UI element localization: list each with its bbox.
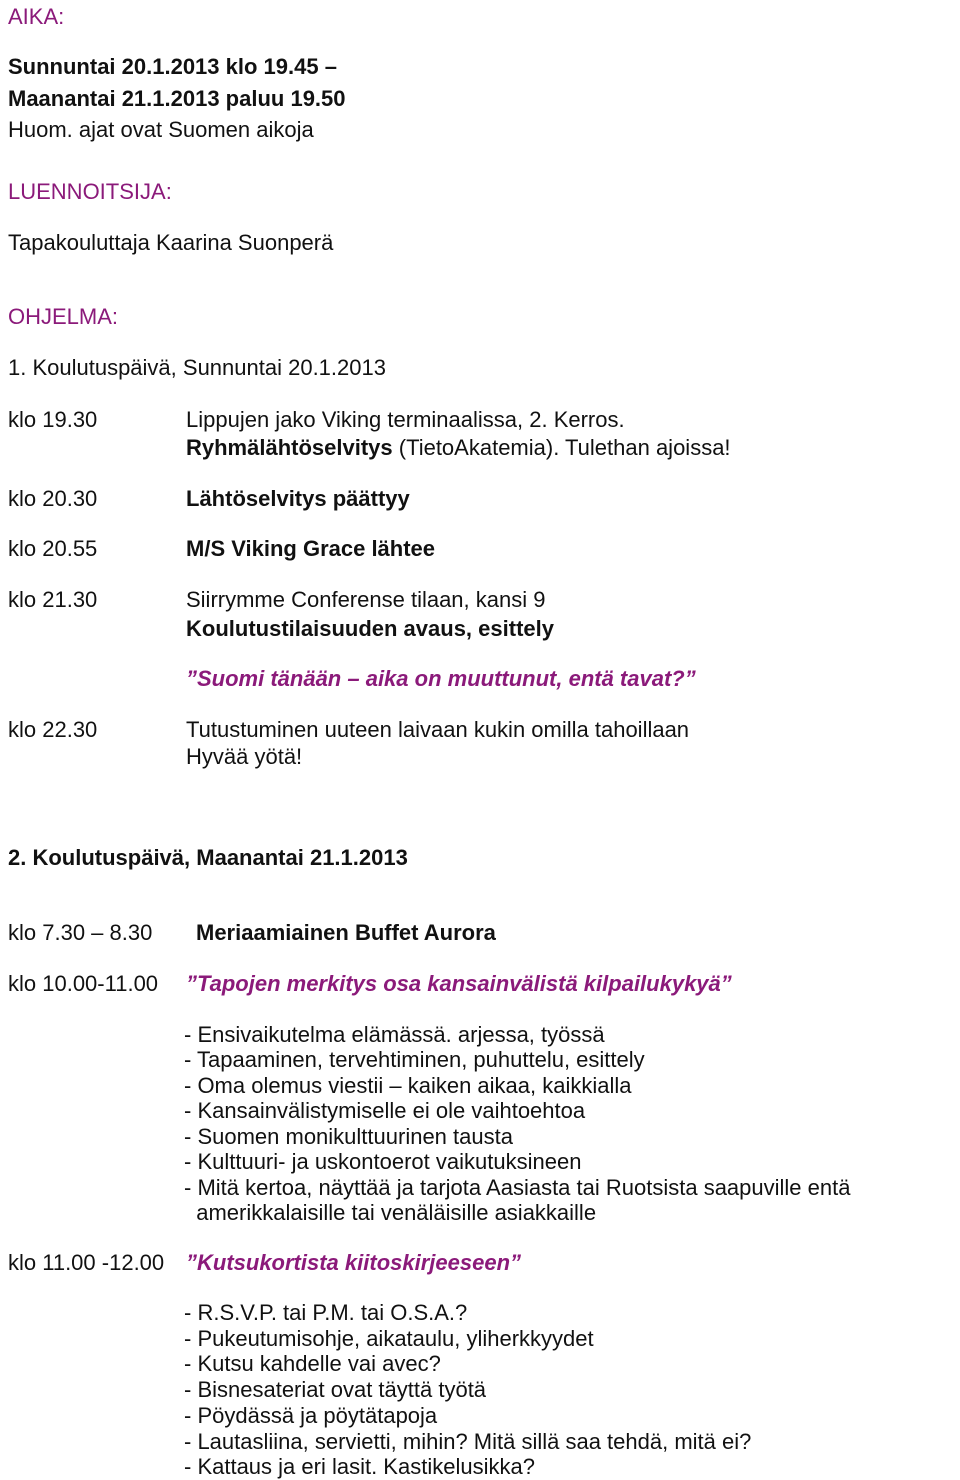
day2-item-3-bullet: - Kattaus ja eri lasit. Kastikelusikka? <box>184 1454 535 1479</box>
day2-item-3-bullet: - Lautasliina, servietti, mihin? Mitä sillä saa tehdä, mitä ei? <box>184 1429 752 1454</box>
day2-item-2-bullet: amerikkalaisille tai venäläisille asiakkaille <box>184 1200 597 1225</box>
day2-item-3-bullet: - Pöydässä ja pöytätapoja <box>184 1403 438 1428</box>
day2-item-3-title: ”Kutsukortista kiitoskirjeeseen” <box>186 1250 522 1275</box>
day1-item-4-time: klo 21.30 <box>8 587 98 612</box>
day2-item-1-text: Meriaamiainen Buffet Aurora <box>196 920 496 945</box>
day1-item-1-time: klo 19.30 <box>8 407 98 432</box>
day2-item-2-bullet: - Oma olemus viestii – kaiken aikaa, kaikkialla <box>184 1073 632 1098</box>
day1-item-1-bold: Ryhmälähtöselvitys <box>186 435 393 460</box>
day1-item-3-time: klo 20.55 <box>8 536 98 561</box>
day2-item-2-bullet: - Ensivaikutelma elämässä. arjessa, työssä <box>184 1022 605 1047</box>
day2-item-2-bullet: - Tapaaminen, tervehtiminen, puhuttelu, esittely <box>184 1047 645 1072</box>
day1-item-2-text: Lähtöselvitys päättyy <box>186 486 410 511</box>
day1-item-3-text: M/S Viking Grace lähtee <box>186 536 436 561</box>
aika-note: Huom. ajat ovat Suomen aikoja <box>8 117 314 142</box>
day1-item-1-rest: (TietoAkatemia). Tulethan ajoissa! <box>392 435 731 460</box>
day2-title: 2. Koulutuspäivä, Maanantai 21.1.2013 <box>8 845 408 870</box>
day1-item-4-text-2: Koulutustilaisuuden avaus, esittely <box>186 616 554 641</box>
day1-item-4-quote: ”Suomi tänään – aika on muuttunut, entä tavat?” <box>186 666 696 691</box>
luennoitsija-name: Tapakouluttaja Kaarina Suonperä <box>8 230 334 255</box>
day2-item-2-bullet: - Mitä kertoa, näyttää ja tarjota Aasiasta tai Ruotsista saapuville entä <box>184 1175 851 1200</box>
day2-item-3-bullet: - Kutsu kahdelle vai avec? <box>184 1351 441 1376</box>
aika-line-2: Maanantai 21.1.2013 paluu 19.50 <box>8 86 346 111</box>
day2-item-3-bullet: - Pukeutumisohje, aikataulu, yliherkkyydet <box>184 1326 594 1351</box>
day1-item-5-time: klo 22.30 <box>8 717 98 742</box>
day1-item-5-text: Tutustuminen uuteen laivaan kukin omilla tahoillaan <box>186 717 690 742</box>
day2-item-3-bullet: - Bisnesateriat ovat täyttä työtä <box>184 1377 487 1402</box>
aika-heading: AIKA: <box>8 4 65 29</box>
day1-item-4-text: Siirrymme Conferense tilaan, kansi 9 <box>186 587 546 612</box>
day1-item-1-text: Lippujen jako Viking terminaalissa, 2. Kerros. <box>186 407 625 432</box>
day2-item-2-title: ”Tapojen merkitys osa kansainvälistä kilpailukykyä” <box>186 971 732 996</box>
day2-item-2-bullet: - Kulttuuri- ja uskontoerot vaikutuksineen <box>184 1149 582 1174</box>
day1-item-1-text-2 <box>186 435 731 461</box>
day2-item-2-bullet: - Suomen monikulttuurinen tausta <box>184 1124 513 1149</box>
day2-item-3-bullet: - R.S.V.P. tai P.M. tai O.S.A.? <box>184 1300 468 1325</box>
day1-item-2-time: klo 20.30 <box>8 486 98 511</box>
aika-line-1: Sunnuntai 20.1.2013 klo 19.45 – <box>8 54 337 79</box>
day2-item-1-time: klo 7.30 – 8.30 <box>8 920 153 945</box>
day1-item-5-text-2: Hyvää yötä! <box>186 744 303 769</box>
day2-item-3-time: klo 11.00 -12.00 <box>8 1250 165 1275</box>
day1-title: 1. Koulutuspäivä, Sunnuntai 20.1.2013 <box>8 355 386 380</box>
ohjelma-heading: OHJELMA: <box>8 304 119 329</box>
day2-item-2-time: klo 10.00-11.00 <box>8 971 159 996</box>
day2-item-2-bullet: - Kansainvälistymiselle ei ole vaihtoehtoa <box>184 1098 586 1123</box>
luennoitsija-heading: LUENNOITSIJA: <box>8 179 172 204</box>
